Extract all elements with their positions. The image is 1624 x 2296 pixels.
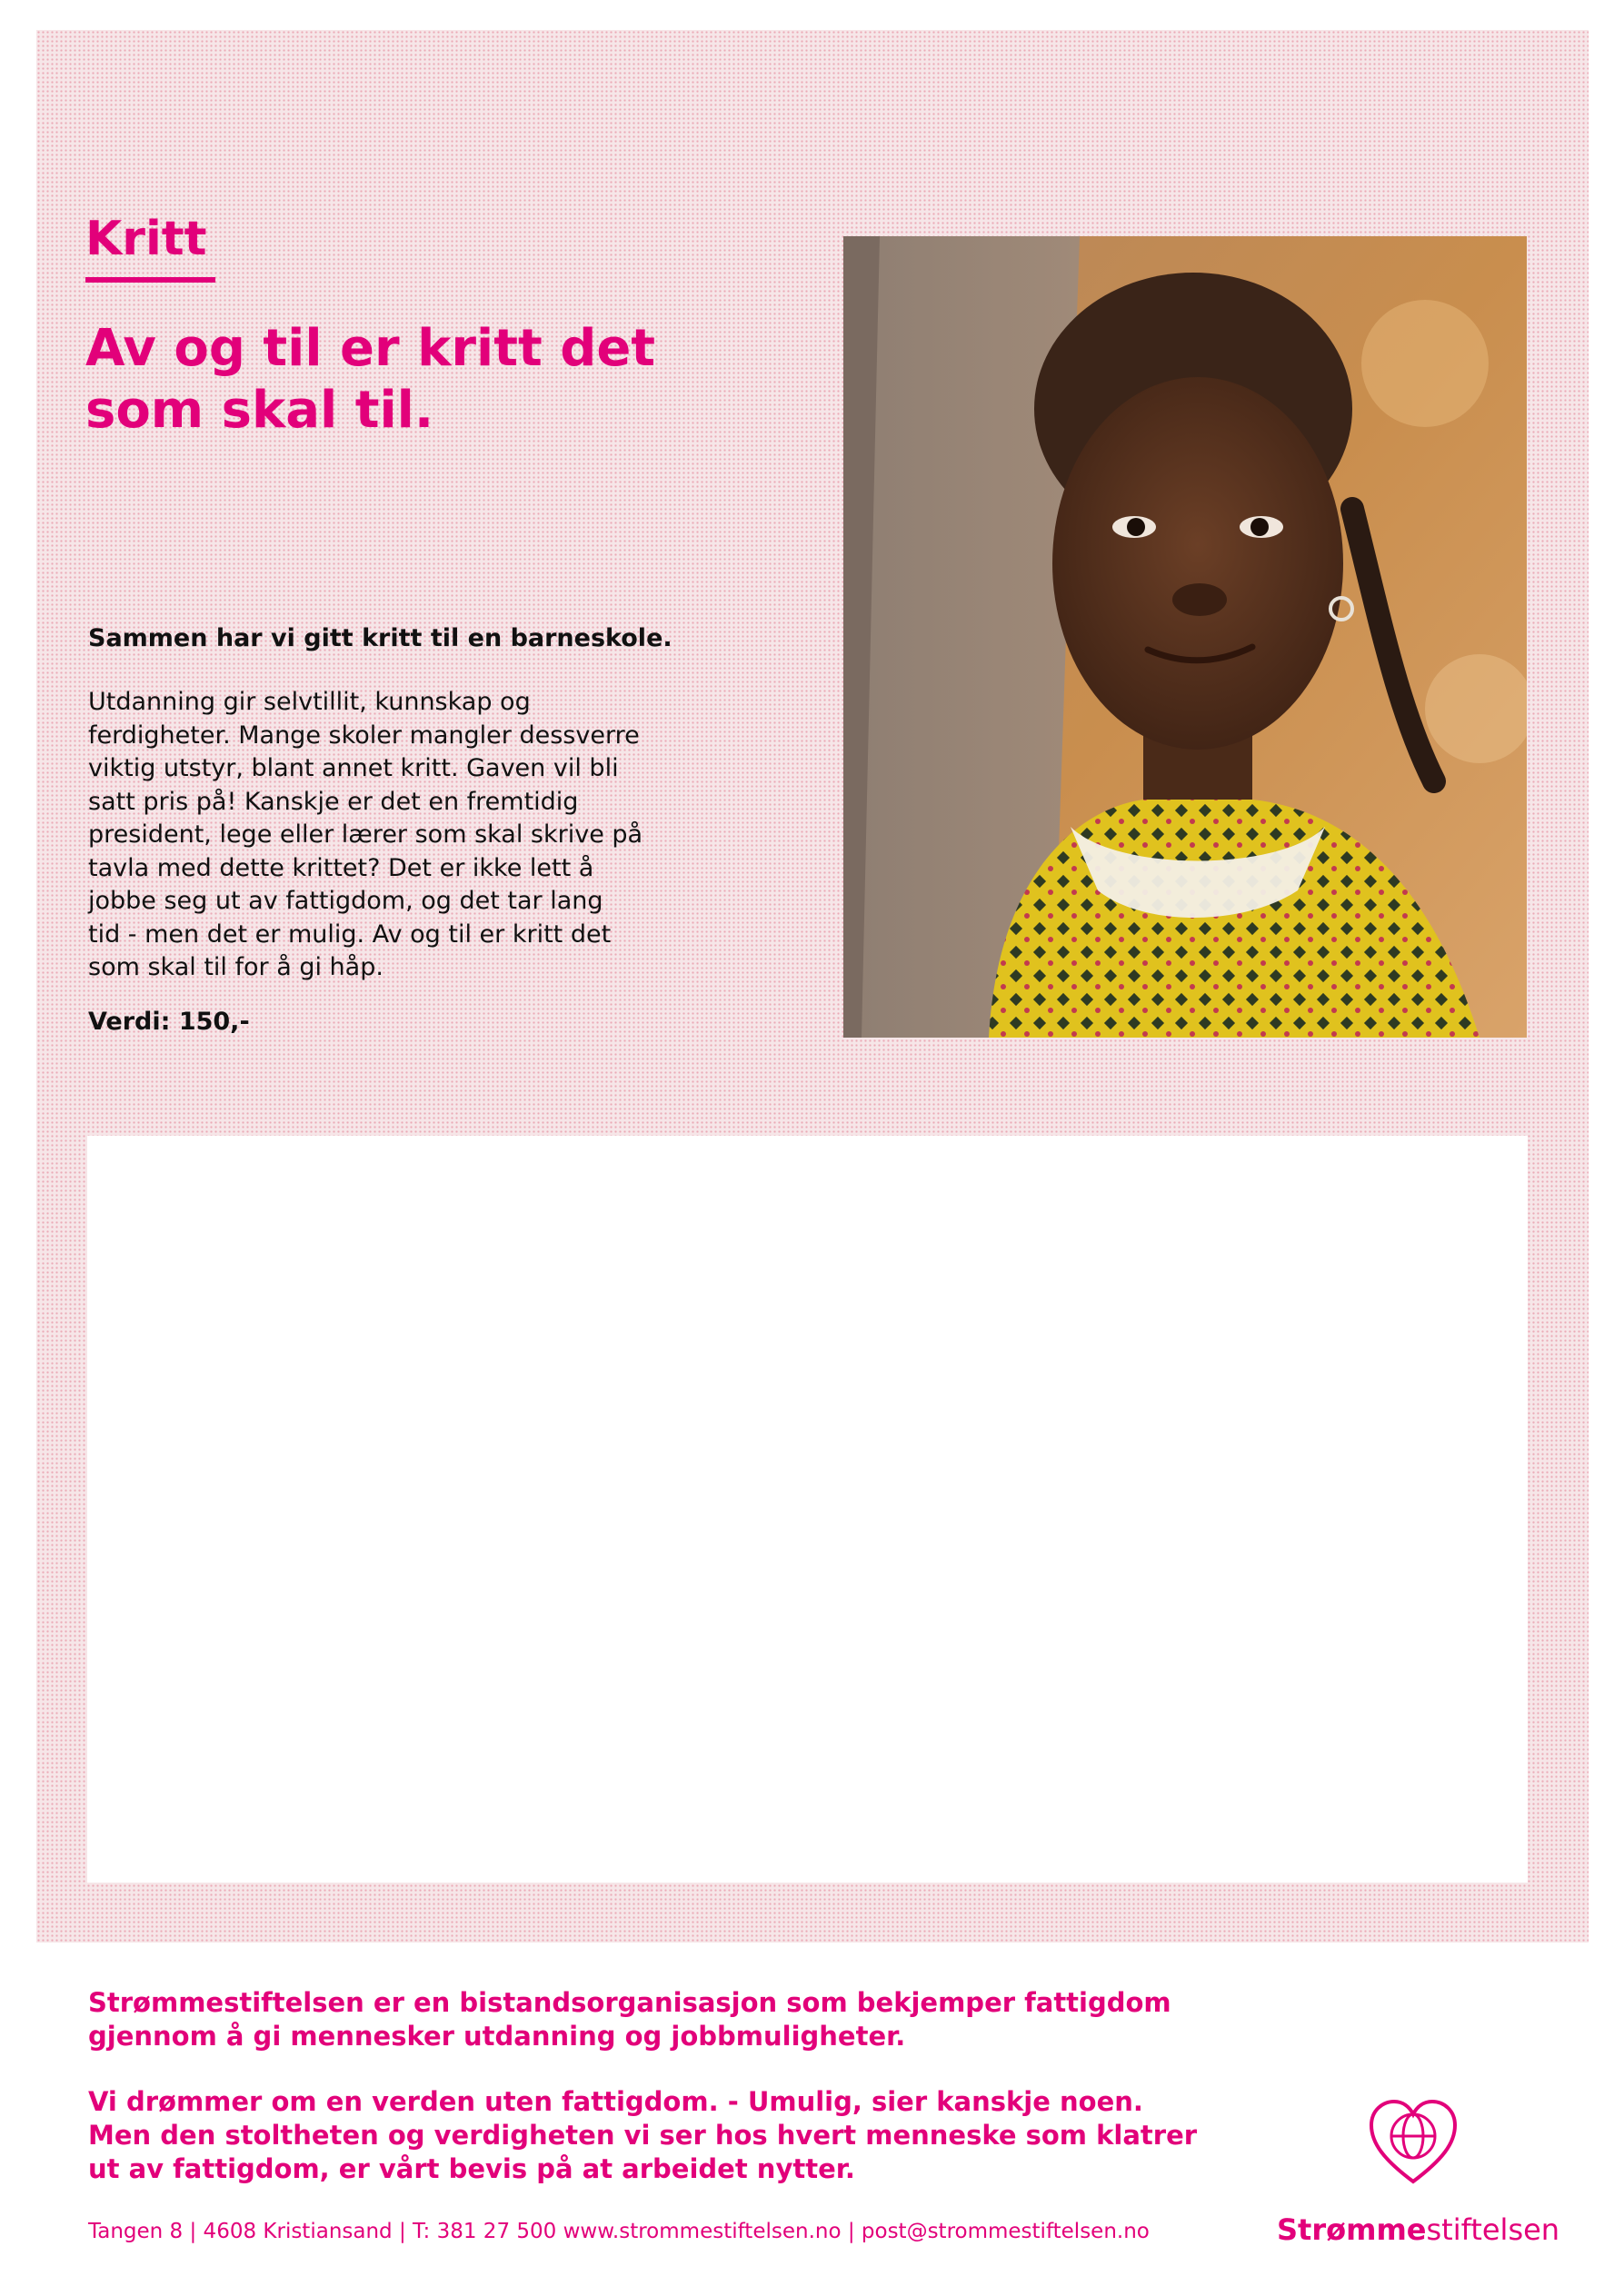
about-line: Strømmestiftelsen er en bistandsorganisasjon som bekjemper fattigdom [88,1987,1171,2018]
contact-info: Tangen 8 | 4608 Kristiansand | T: 381 27 500 www.strommestiftelsen.no | post@strommestiftelsen.no [88,2220,1150,2243]
about-text [88,1986,1224,2053]
vision-line: ut av fattigdom, er vårt bevis på at arbeidet nytter. [88,2153,855,2184]
body-line: tavla med dette krittet? Det er ikke lett å [88,853,594,882]
strommestiftelsen-logo[interactable] [1277,2094,1560,2249]
body-line: som skal til for å gi håp. [88,953,384,981]
headline-line: som skal til. [85,381,434,440]
body-line: tid - men det er mulig. Av og til er kritt det [88,919,612,949]
headline-line: Av og til er kritt det [85,319,656,378]
girl-portrait-photo [843,236,1527,1038]
vision-line: Vi drømmer om en verden uten fattigdom. - Umulig, sier kanskje noen. [88,2086,1143,2117]
body-line: satt pris på! Kanskje er det en fremtidig [88,787,579,816]
logo-wordmark [1277,2212,1560,2247]
body-line: Utdanning gir selvtillit, kunnskap og [88,688,531,716]
body-line: jobbe seg ut av fattigdom, og det tar lang [88,887,603,915]
vision-text [88,2085,1224,2186]
body-line: viktig utstyr, blant annet kritt. Gaven vil bli [88,754,619,782]
blank-white-area [87,1136,1528,1883]
about-line: gjennom å gi mennesker utdanning og jobbmuligheter. [88,2021,906,2052]
gift-value: Verdi: 150,- [88,1008,250,1036]
body-line: ferdigheter. Mange skoler mangler dessverre [88,721,640,750]
body-line: president, lege eller lærer som skal skrive på [88,820,643,849]
lead-paragraph: Sammen har vi gitt kritt til en barneskole. [88,624,673,652]
page-title: Kritt [85,212,207,266]
heart-globe-icon [1366,2094,1460,2189]
logo-text-regular: stiftelsen [1426,2212,1560,2247]
headline [85,318,776,442]
logo-text-bold: Strømme [1277,2212,1427,2247]
vision-line: Men den stoltheten og verdigheten vi ser hos hvert menneske som klatrer [88,2120,1198,2151]
body-paragraph [88,686,688,985]
title-underline [85,277,215,283]
